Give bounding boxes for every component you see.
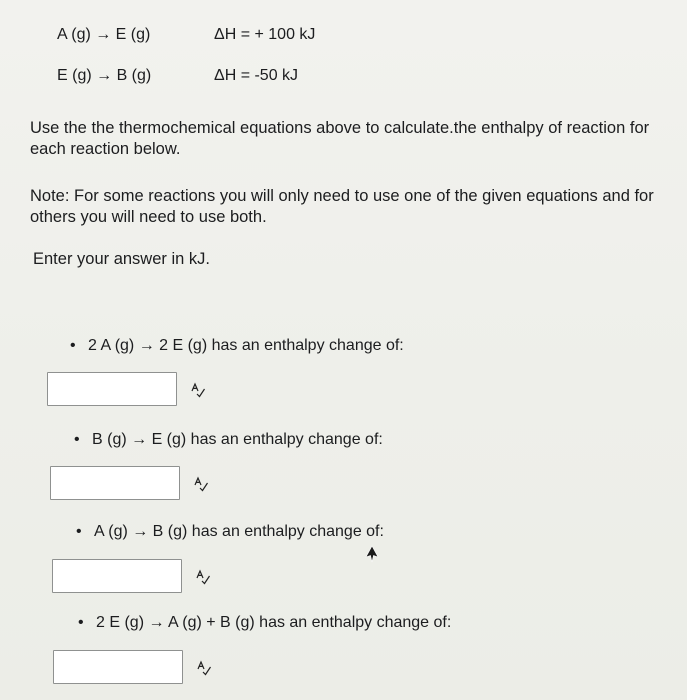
bullet: • [74,431,80,448]
math-format-icon[interactable] [195,569,211,585]
equation-1-enthalpy: ΔH = + 100 kJ [214,26,316,43]
equation-1-reaction: A (g) → E (g) [57,26,151,43]
enter-answer-prompt: Enter your answer in kJ. [33,250,210,268]
note-text: Note: For some reactions you will only need to use one of the given equations and for others you will need to use both. [30,187,654,226]
answer-input-3[interactable] [52,559,182,593]
bullet: • [70,337,76,354]
question-2-text: B (g) → E (g) has an enthalpy change of: [92,431,383,448]
question-4 [78,614,451,632]
math-format-icon[interactable] [190,382,206,398]
question-1-text: 2 A (g) → 2 E (g) has an enthalpy change of: [88,337,404,354]
question-2 [74,431,383,449]
question-3-text: A (g) → B (g) has an enthalpy change of: [94,523,384,540]
question-4-text: 2 E (g) → A (g) + B (g) has an enthalpy change of: [96,614,452,631]
mouse-cursor-icon [365,545,379,563]
answer-input-2[interactable] [50,466,180,500]
answer-input-4[interactable] [53,650,183,684]
answer-input-1[interactable] [47,372,177,406]
equation-2-enthalpy: ΔH = -50 kJ [214,67,299,84]
bullet: • [78,614,84,631]
bullet: • [76,523,82,540]
instructions-text: Use the the thermochemical equations above to calculate.the enthalpy of reaction for each reaction below. [30,119,650,158]
math-format-icon[interactable] [196,660,212,676]
math-format-icon[interactable] [193,476,209,492]
question-1 [70,337,404,355]
question-3 [76,523,384,541]
equation-2-reaction: E (g) → B (g) [57,67,152,84]
